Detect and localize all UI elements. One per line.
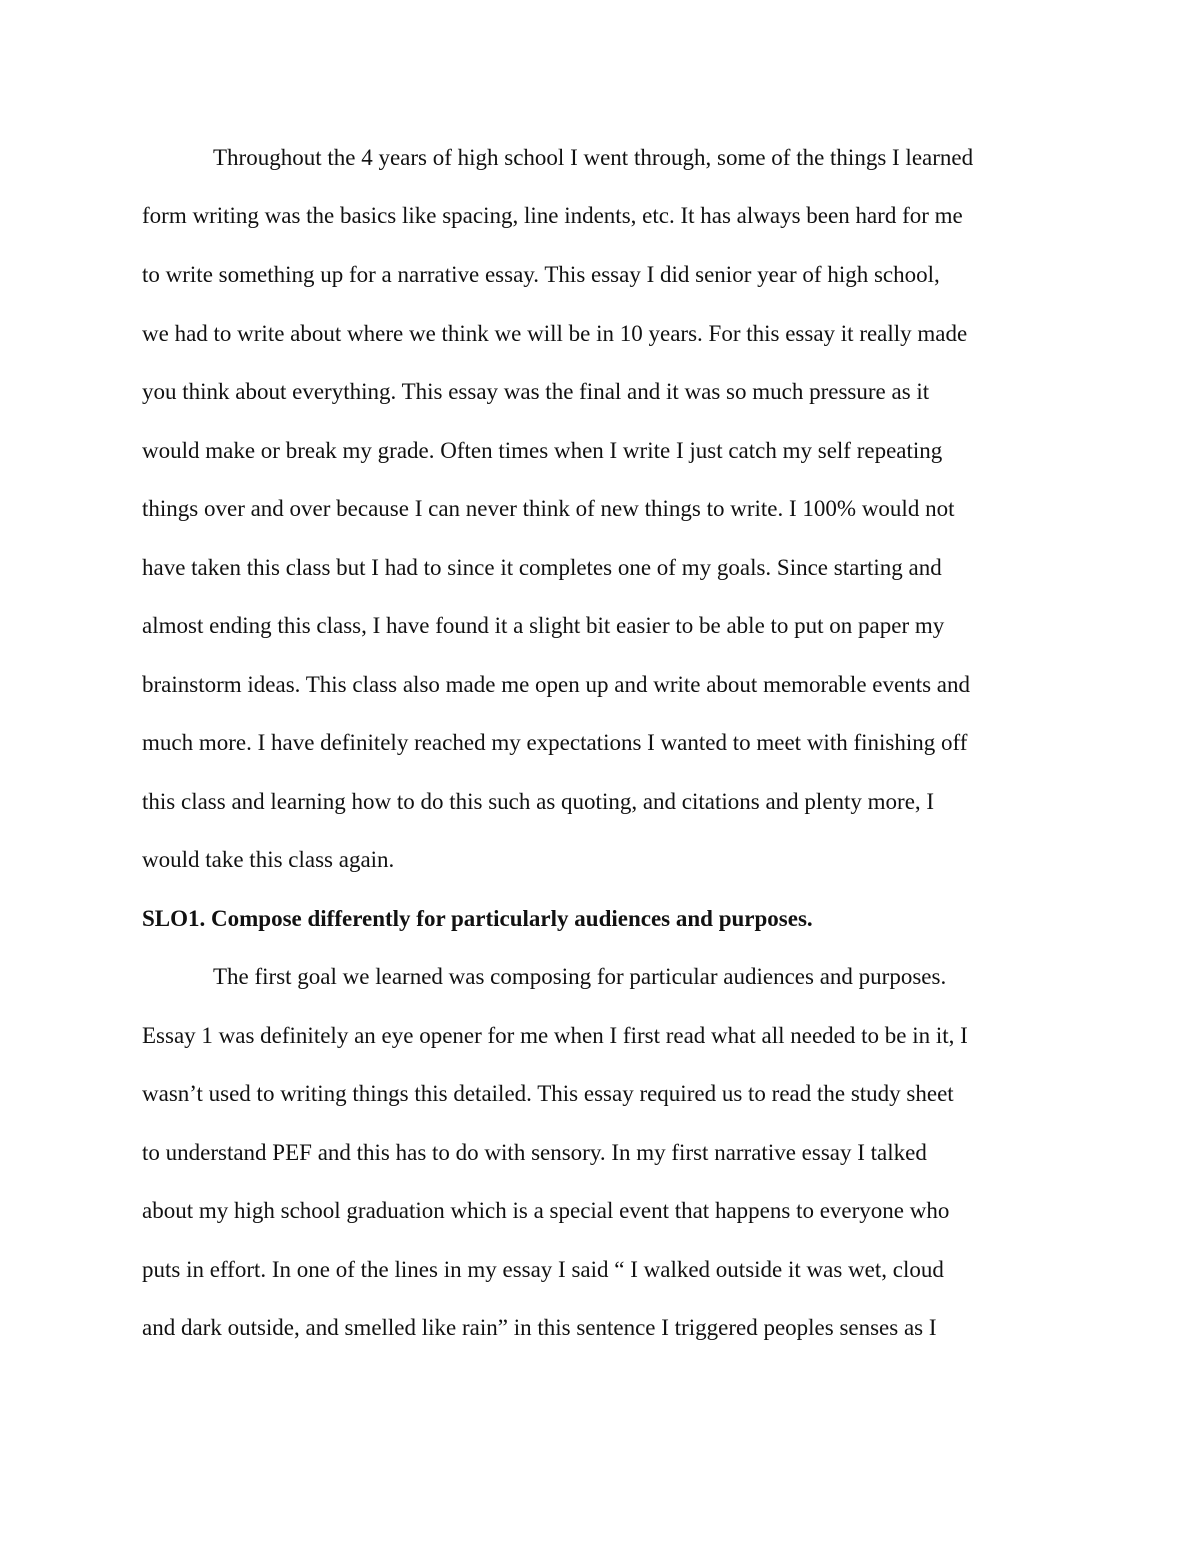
paragraph-1-line: we had to write about where we think we will be in 10 years. For this essay it really made [142,321,968,346]
paragraph-1-line: much more. I have definitely reached my expectations I wanted to meet with finishing off [142,730,968,755]
paragraph-2-line: Essay 1 was definitely an eye opener for me when I first read what all needed to be in it, I [142,1023,968,1048]
paragraph-2-line: to understand PEF and this has to do with sensory. In my first narrative essay I talked [142,1140,927,1165]
paragraph-1-line: this class and learning how to do this such as quoting, and citations and plenty more, I [142,789,935,814]
paragraph-1-line: Throughout the 4 years of high school I went through, some of the things I learned [213,145,974,170]
paragraph-2-line: The first goal we learned was composing for particular audiences and purposes. [213,964,947,989]
paragraph-2-line: and dark outside, and smelled like rain” in this sentence I triggered peoples senses as I [142,1315,937,1340]
section-heading: SLO1. Compose differently for particularly audiences and purposes. [142,906,813,931]
paragraph-2-line: wasn’t used to writing things this detailed. This essay required us to read the study sheet [142,1081,954,1106]
paragraph-1-line: would make or break my grade. Often times when I write I just catch my self repeating [142,438,943,463]
paragraph-1-line: almost ending this class, I have found it a slight bit easier to be able to put on paper my [142,613,945,638]
paragraph-1-line: have taken this class but I had to since it completes one of my goals. Since starting and [142,555,942,580]
paragraph-2-line: puts in effort. In one of the lines in my essay I said “ I walked outside it was wet, cloud [142,1257,944,1282]
paragraph-2-line: about my high school graduation which is a special event that happens to everyone who [142,1198,950,1223]
paragraph-1-line: things over and over because I can never think of new things to write. I 100% would not [142,496,955,521]
paragraph-1-line: form writing was the basics like spacing, line indents, etc. It has always been hard for me [142,203,963,228]
paragraph-1-line: to write something up for a narrative essay. This essay I did senior year of high school, [142,262,940,287]
paragraph-1-line: you think about everything. This essay was the final and it was so much pressure as it [142,379,930,404]
paragraph-1-line: would take this class again. [142,847,395,872]
paragraph-1-line: brainstorm ideas. This class also made me open up and write about memorable events and [142,672,970,697]
